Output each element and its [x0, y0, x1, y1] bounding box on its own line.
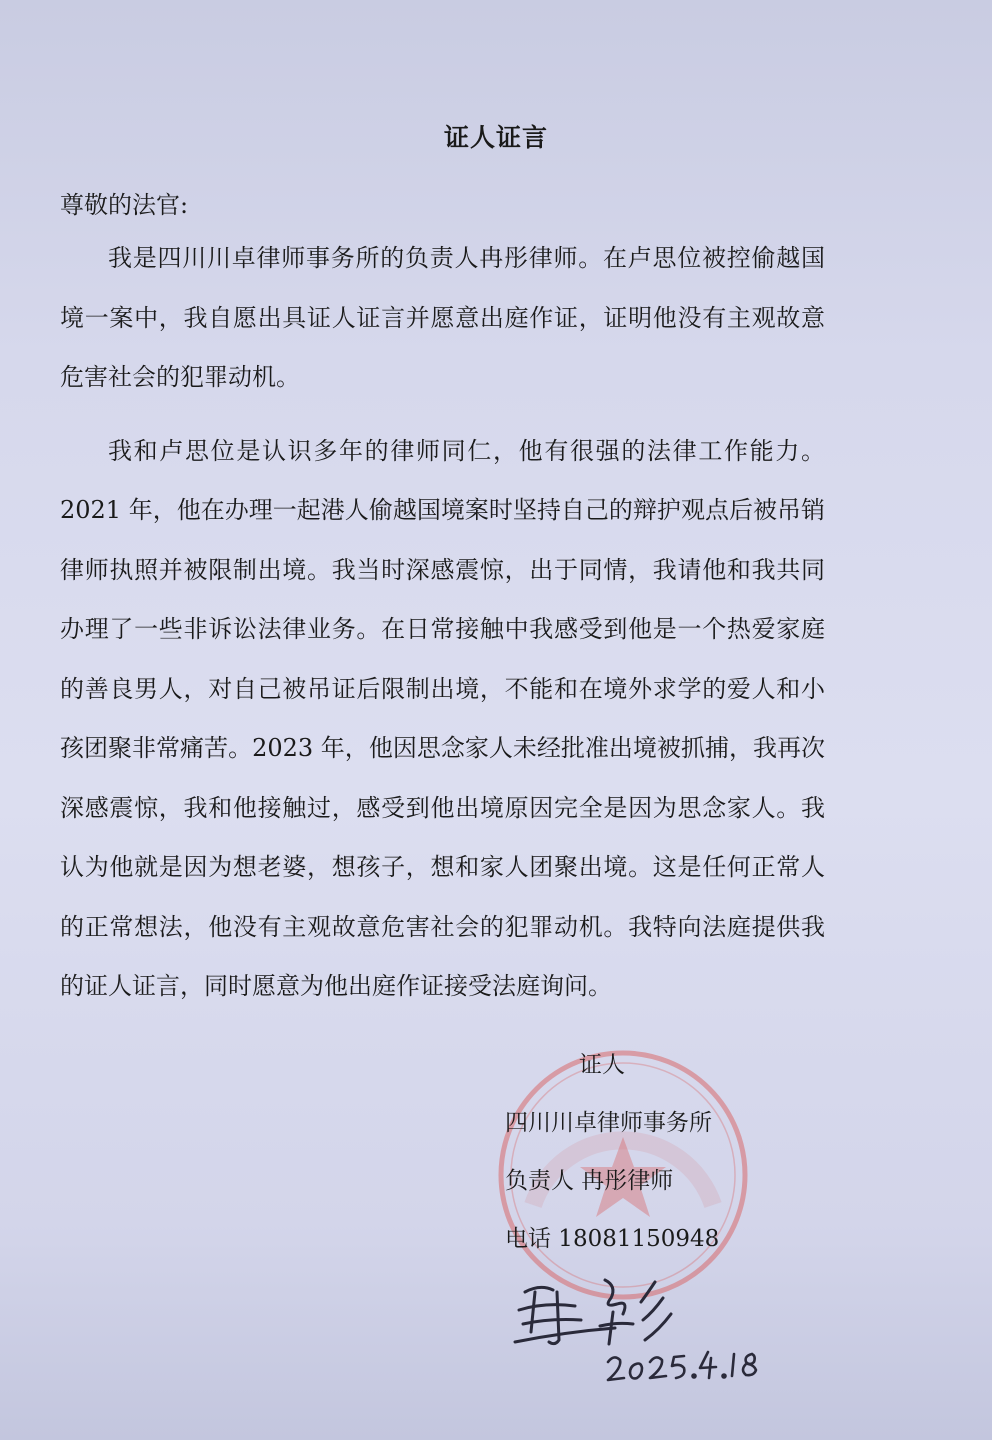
phone-number: 电话 18081150948 — [505, 1226, 720, 1252]
document-body — [60, 229, 825, 1017]
signature-block — [505, 1036, 719, 1268]
handwritten-date — [600, 1340, 780, 1390]
paragraph-1: 我是四川川卓律师事务所的负责人冉彤律师。在卢思位被控偷越国境一案中，我自愿出具证人证言并愿意出庭作证，证明他没有主观故意危害社会的犯罪动机。 — [60, 244, 825, 391]
paragraph-2: 我和卢思位是认识多年的律师同仁，他有很强的法律工作能力。2021 年，他在办理一起港人偷越国境案时坚持自己的辩护观点后被吊销律师执照并被限制出境。我当时深感震惊，出于同情，我请他和我共同办理了一些非诉讼法律业务。在日常接触中我感受到他是一个热爱家庭的善良男人，对自己被吊证后限制出境，不能和在境外求学的爱人和小孩团聚非常痛苦。2023 年，他因思念家人未经批准出境被抓捕，我再次深感震惊，我和他接触过，感受到他出境原因完全是因为思念家人。我认为他就是因为想老婆，想孩子，想和家人团聚出境。这是任何正常人的正常想法，他没有主观故意危害社会的犯罪动机。我特向法庭提供我的证人证言，同时愿意为他出庭作证接受法庭询问。 — [60, 436, 825, 1000]
document-title: 证人证言 — [443, 123, 548, 152]
responsible-person: 负责人 冉彤律师 — [505, 1168, 674, 1194]
witness-label: 证人 — [579, 1052, 625, 1078]
firm-name: 四川川卓律师事务所 — [505, 1110, 712, 1136]
salutation: 尊敬的法官: — [60, 191, 189, 219]
